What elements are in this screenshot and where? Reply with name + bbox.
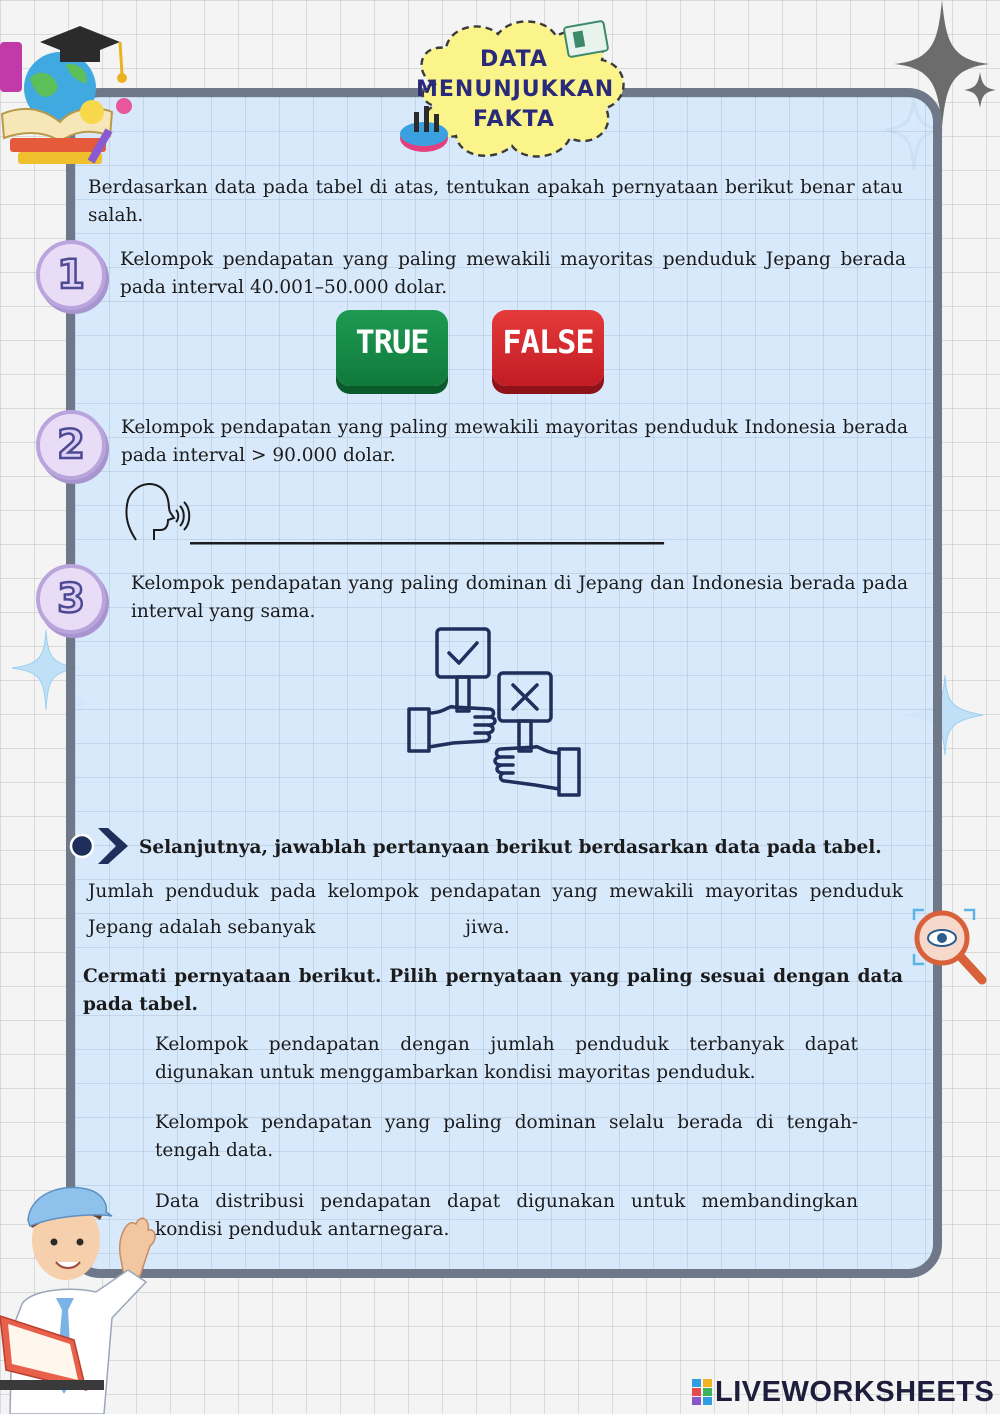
- statement-1: Kelompok pendapatan yang paling mewakili mayoritas penduduk Jepang berada pada interval 40.001–50.000 dolar.: [120, 249, 906, 298]
- title-line: DATA: [480, 47, 548, 72]
- false-button[interactable]: FALSE: [492, 310, 604, 386]
- option-1[interactable]: Kelompok pendapatan dengan jumlah penduduk terbanyak dapat digunakan untuk menggambarkan kondisi mayoritas penduduk.: [155, 1034, 858, 1083]
- arrow-bullet-icon: [68, 826, 132, 866]
- magnifier-eye-icon: [908, 906, 992, 990]
- population-input[interactable]: [321, 913, 459, 933]
- statement-3: Kelompok pendapatan yang paling dominan di Jepang dan Indonesia berada pada interval yang sama.: [131, 573, 908, 622]
- liveworksheets-logo[interactable]: [692, 1376, 994, 1409]
- title-line: MENUNJUKKAN: [416, 77, 615, 102]
- teacher-illustration: [0, 1180, 170, 1414]
- statement-2: Kelompok pendapatan yang paling mewakili mayoritas penduduk Indonesia berada pada interval > 90.000 dolar.: [121, 417, 908, 466]
- question-part-1: Jumlah penduduk pada kelompok pendapatan yang mewakili mayoritas penduduk Jepang adalah sebanyak: [88, 881, 903, 938]
- true-button[interactable]: TRUE: [336, 310, 448, 386]
- vote-signs-icon[interactable]: [405, 625, 587, 803]
- question-text: [88, 874, 903, 946]
- logo-text: LIVEWORKSHEETS: [715, 1376, 995, 1408]
- speaking-head-icon: [120, 478, 192, 544]
- number-badge-1: [36, 240, 106, 310]
- logo-mark-icon: [692, 1379, 712, 1405]
- number-badge-3: [36, 564, 106, 634]
- number-label: 2: [57, 422, 85, 468]
- intro-text: Berdasarkan data pada tabel di atas, tentukan apakah pernyataan berikut benar atau salah.: [88, 177, 903, 226]
- education-clipart: [0, 18, 140, 168]
- option-3[interactable]: Data distribusi pendapatan dapat digunakan untuk membandingkan kondisi penduduk antarnegara.: [155, 1191, 858, 1240]
- page-title: [416, 45, 615, 135]
- option-2[interactable]: Kelompok pendapatan yang paling dominan selalu berada di tengah-tengah data.: [155, 1112, 858, 1161]
- number-label: 3: [57, 576, 85, 622]
- number-badge-2: [36, 410, 106, 480]
- number-label: 1: [57, 252, 85, 298]
- title-line: FAKTA: [473, 107, 555, 132]
- choice-section-heading: Cermati pernyataan berikut. Pilih pernyataan yang paling sesuai dengan data pada tabel.: [83, 966, 903, 1015]
- next-section-heading: Selanjutnya, jawablah pertanyaan berikut berdasarkan data pada tabel.: [139, 837, 882, 858]
- question-part-2: jiwa.: [465, 917, 510, 938]
- answer-input-2[interactable]: ____________________________________________: [190, 515, 659, 545]
